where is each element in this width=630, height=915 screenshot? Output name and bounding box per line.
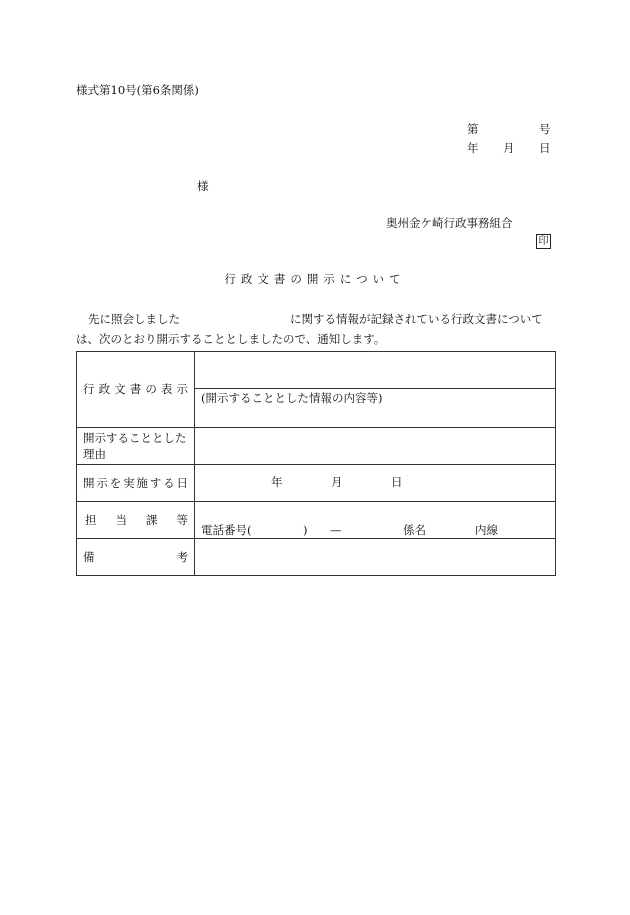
sender-name: 奥州金ケ崎行政事務組合 (386, 216, 513, 230)
label-department: 担当課等 (77, 502, 195, 539)
disclosure-day: 日 (391, 475, 403, 489)
disclosure-table (76, 351, 556, 576)
addressee-suffix: 様 (197, 179, 209, 193)
label-document-display: 行政文書の表示 (77, 352, 195, 428)
body-text-part1: 先に照会しました (88, 312, 180, 326)
date-year: 年 (467, 141, 479, 155)
date-month: 月 (503, 141, 515, 155)
disclosure-year: 年 (271, 475, 283, 489)
date-day: 日 (539, 141, 551, 155)
phone-paren-close: ) (303, 523, 308, 537)
value-document-display (195, 352, 556, 389)
value-remarks (195, 539, 556, 576)
label-disclosure-reason: 開示することとした理由 (77, 428, 195, 465)
staff-label: 係名 (403, 523, 426, 537)
phone-label: 電話番号( (201, 523, 252, 537)
body-text-part2: に関する情報が記録されている行政文書については、次のとおり開示することとしましたので、通知します。 (76, 312, 543, 346)
document-title: 行政文書の開示について (224, 272, 406, 286)
extension-label: 内線 (475, 523, 498, 537)
form-number: 様式第10号(第6条関係) (76, 83, 199, 97)
value-disclosure-reason (195, 428, 556, 465)
label-remarks: 備考 (77, 539, 195, 576)
seal-mark: 印 (536, 234, 551, 249)
phone-dash: — (330, 523, 342, 537)
body-text (76, 309, 556, 349)
disclosure-month: 月 (331, 475, 343, 489)
value-disclosure-date (195, 465, 556, 502)
value-department (195, 502, 556, 539)
value-document-content (195, 389, 556, 428)
document-content-note: (開示することとした情報の内容等) (201, 391, 383, 405)
number-prefix: 第 (467, 122, 479, 136)
label-disclosure-date: 開示を実施する日 (77, 465, 195, 502)
number-suffix: 号 (539, 122, 551, 136)
